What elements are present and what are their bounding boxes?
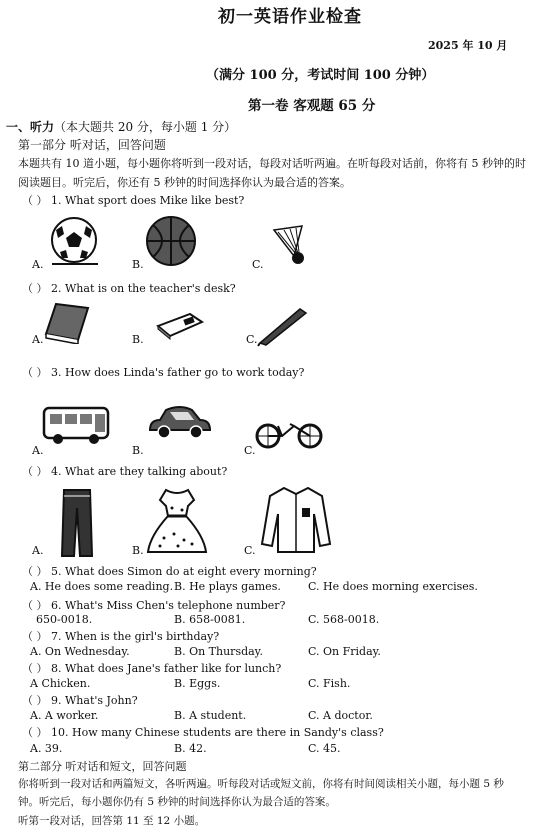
option-c[interactable]: C. He does morning exercises. [308,580,478,593]
question-7 [22,628,219,644]
section-heading [6,118,236,135]
answer-bracket[interactable]: （ ） [22,465,48,478]
option-b[interactable]: B. 658-0081. [174,613,246,626]
option-b-label[interactable]: B. [132,444,144,457]
answer-bracket[interactable]: （ ） [22,726,48,739]
bus-icon [42,404,112,446]
question-2 [22,280,236,296]
question-text: 3. How does Linda's father go to work today? [51,366,305,379]
option-b-label[interactable]: B. [132,258,144,271]
part2-instructions-line-1: 你将听到一段对话和两篇短文，各听两遍。听每段对话或短文前，你将有时间阅读相关小题，每小题 5 秒 [18,778,504,790]
question-text: 7. When is the girl's birthday? [51,630,220,643]
part2-instructions-line-3: 听第一段对话，回答第 11 至 12 小题。 [18,815,206,827]
trousers-icon [58,488,96,558]
question-10 [22,724,384,740]
answer-bracket[interactable]: （ ） [22,366,48,379]
question-6 [22,597,285,613]
option-c-label[interactable]: C. [244,444,256,457]
option-a[interactable]: A. He does some reading. [30,580,174,593]
option-c-label[interactable]: C. [246,333,258,346]
basketball-icon [143,213,199,269]
question-text: 6. What's Miss Chen's telephone number? [51,599,286,612]
answer-bracket[interactable]: （ ） [22,282,48,295]
option-a[interactable]: A Chicken. [30,677,91,690]
pen-icon [256,303,310,347]
instructions-line-2: 阅读题目。听完后，你还有 5 秒钟的时间选择你认为最合适的答案。 [18,176,351,189]
page-title: 初一英语作业检查 [218,7,362,27]
score-time: （满分 100 分，考试时间 100 分钟） [206,68,435,83]
question-text: 4. What are they talking about? [51,465,228,478]
volume-heading: 第一卷 客观题 65 分 [248,98,376,114]
option-a[interactable]: A. On Wednesday. [30,645,130,658]
option-c[interactable]: C. On Friday. [308,645,381,658]
question-4 [22,463,227,479]
answer-bracket[interactable]: （ ） [22,630,48,643]
shuttlecock-icon [268,222,312,268]
dress-icon [144,486,210,556]
answer-bracket[interactable]: （ ） [22,565,48,578]
option-b[interactable]: B. On Thursday. [174,645,263,658]
shirt-icon [260,484,332,556]
option-a[interactable]: 650-0018. [36,613,93,626]
question-1 [22,192,244,208]
option-a-label[interactable]: A. [32,333,44,346]
option-c-label[interactable]: C. [252,258,264,271]
option-b-label[interactable]: B. [132,544,144,557]
question-3 [22,364,304,380]
part2-instructions-line-2: 钟。听完后，每小题你仍有 5 秒钟的时间选择你认为最合适的答案。 [18,796,336,808]
soccer-ball-icon [46,214,102,270]
part1-title: 第一部分 听对话，回答问题 [18,138,166,152]
section-heading-note: （本大题共 20 分，每小题 1 分） [54,120,237,134]
eraser-icon [154,310,206,340]
option-b[interactable]: B. A student. [174,709,247,722]
question-9 [22,692,138,708]
option-b[interactable]: B. He plays games. [174,580,281,593]
option-b[interactable]: B. 42. [174,742,207,755]
option-c[interactable]: C. A doctor. [308,709,373,722]
question-text: 2. What is on the teacher's desk? [51,282,236,295]
answer-bracket[interactable]: （ ） [22,194,48,207]
option-a-label[interactable]: A. [32,258,44,271]
answer-bracket[interactable]: （ ） [22,599,48,612]
instructions-line-1: 本题共有 10 道小题，每小题你将听到一段对话，每段对话听两遍。在听每段对话前，你将有 5 秒钟的时 [18,157,526,170]
option-a-label[interactable]: A. [32,544,44,557]
option-b[interactable]: B. Eggs. [174,677,221,690]
option-a[interactable]: A. A worker. [30,709,99,722]
option-a-label[interactable]: A. [32,444,44,457]
option-c-label[interactable]: C. [244,544,256,557]
answer-bracket[interactable]: （ ） [22,694,48,707]
exam-date: 2025 年 10 月 [428,39,508,52]
question-text: 10. How many Chinese students are there in Sandy's class? [51,726,384,739]
section-heading-title: 一、听力 [6,120,55,134]
option-c[interactable]: C. 568-0018. [308,613,380,626]
question-text: 9. What's John? [51,694,138,707]
question-text: 8. What does Jane's father like for lunch? [51,662,282,675]
option-b-label[interactable]: B. [132,333,144,346]
option-c[interactable]: C. Fish. [308,677,351,690]
option-c[interactable]: C. 45. [308,742,341,755]
car-icon [146,402,214,442]
question-8 [22,660,281,676]
part2-title: 第二部分 听对话和短文，回答问题 [18,760,187,773]
book-icon [42,300,92,344]
question-text: 1. What sport does Mike like best? [51,194,245,207]
answer-bracket[interactable]: （ ） [22,662,48,675]
option-a[interactable]: A. 39. [30,742,63,755]
question-text: 5. What does Simon do at eight every morning? [51,565,317,578]
question-5 [22,563,317,579]
bike-icon [254,420,324,450]
